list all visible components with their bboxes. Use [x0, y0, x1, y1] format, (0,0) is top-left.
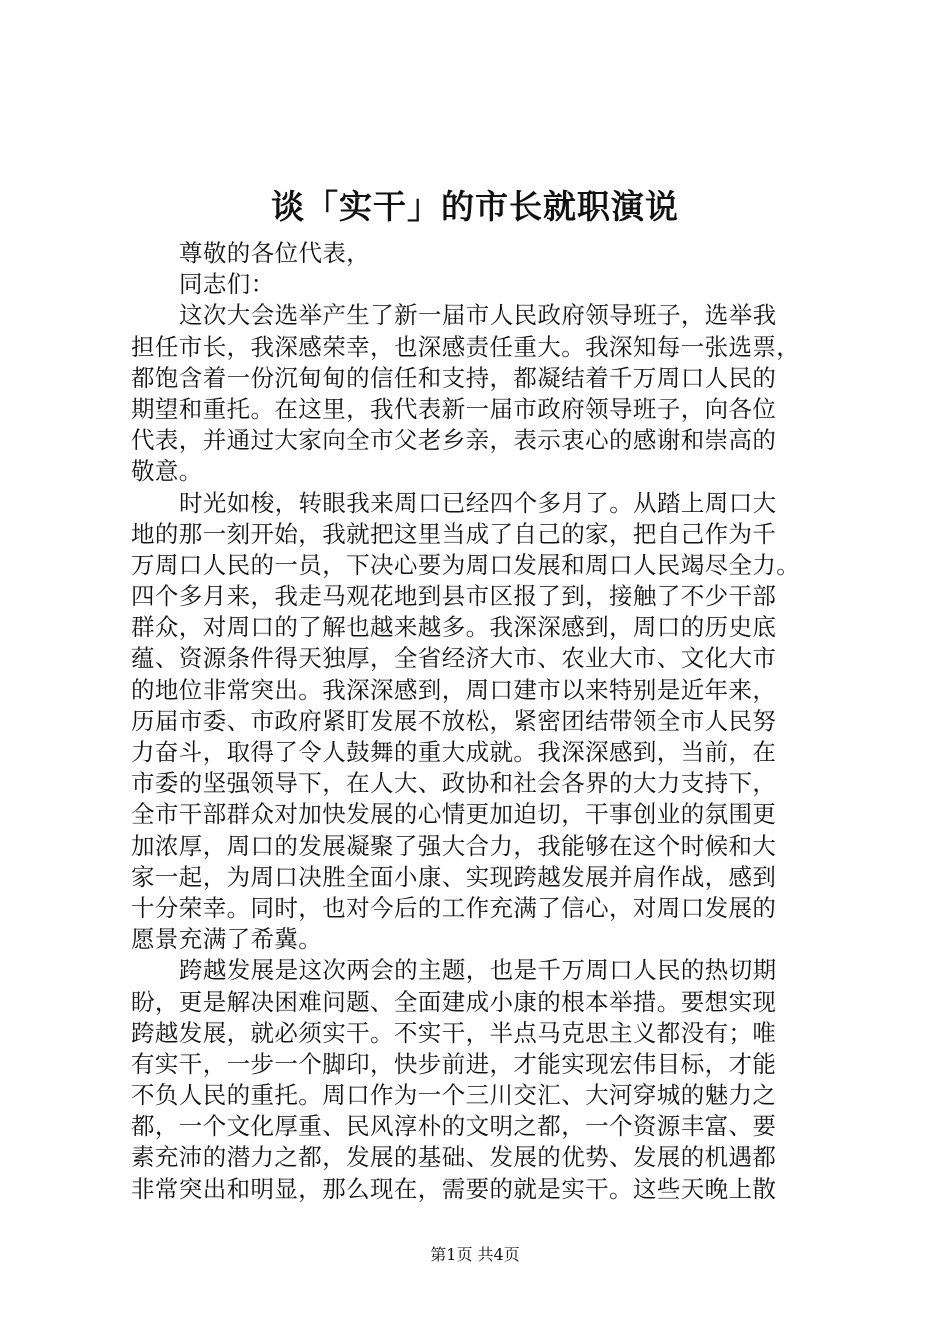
text-line: 家一起，为周口决胜全面小康、实现跨越发展并肩作战，感到 — [131, 862, 777, 891]
text-line: 这次大会选举产生了新一届市人民政府领导班子，选举我 — [179, 301, 777, 330]
text-line: 历届市委、市政府紧盯发展不放松，紧密团结带领全市人民努 — [131, 706, 777, 735]
text-line: 加浓厚，周口的发展凝聚了强大合力，我能够在这个时候和大 — [131, 831, 777, 860]
text-line: 蕴、资源条件得天独厚，全省经济大市、农业大市、文化大市 — [131, 644, 777, 673]
text-line: 盼，更是解决困难问题、全面建成小康的根本举措。要想实现 — [131, 987, 777, 1016]
paragraph-2 — [131, 488, 831, 956]
document-title: 谈「实干」的市长就职演说 — [271, 187, 679, 226]
greeting-line: 尊敬的各位代表， — [179, 239, 371, 267]
text-line: 力奋斗，取得了令人鼓舞的重大成就。我深深感到，当前，在 — [131, 738, 777, 766]
text-line: 代表，并通过大家向全市父老乡亲，表示衷心的感谢和崇高的 — [131, 426, 777, 455]
text-line: 跨越发展是这次两会的主题，也是千万周口人民的热切期 — [179, 956, 777, 985]
text-line: 群众，对周口的了解也越来越多。我深深感到，周口的历史底 — [131, 613, 777, 642]
text-line: 素充沛的潜力之都，发展的基础、发展的优势、发展的机遇都 — [131, 1143, 777, 1172]
text-line: 期望和重托。在这里，我代表新一届市政府领导班子，向各位 — [131, 394, 777, 423]
text-line: 的地位非常突出。我深深感到，周口建市以来特别是近年来， — [131, 675, 777, 704]
text-line: 不负人民的重托。周口作为一个三川交汇、大河穿城的魅力之 — [131, 1081, 777, 1110]
paragraph-1 — [131, 300, 831, 487]
text-line: 十分荣幸。同时，也对今后的工作充满了信心，对周口发展的 — [131, 893, 777, 922]
text-line: 市委的坚强领导下，在人大、政协和社会各界的大力支持下， — [131, 769, 777, 798]
page-footer: 第1页 共4页 — [430, 1245, 520, 1264]
paragraph-3 — [131, 955, 831, 1205]
text-line: 都饱含着一份沉甸甸的信任和支持，都凝结着千万周口人民的 — [131, 363, 777, 392]
text-line: 担任市长，我深感荣幸，也深感责任重大。我深知每一张选票， — [131, 332, 801, 361]
text-line: 地的那一刻开始，我就把这里当成了自己的家，把自己作为千 — [131, 519, 777, 548]
text-line: 时光如梭，转眼我来周口已经四个多月了。从踏上周口大 — [179, 488, 777, 517]
text-line: 非常突出和明显，那么现在，需要的就是实干。这些天晚上散 — [131, 1174, 777, 1203]
document-body — [131, 238, 831, 1205]
greeting-line: 同志们： — [179, 270, 275, 299]
text-line: 都，一个文化厚重、民风淳朴的文明之都，一个资源丰富、要 — [131, 1112, 777, 1141]
text-line: 有实干，一步一个脚印，快步前进，才能实现宏伟目标，才能 — [131, 1049, 777, 1078]
text-line: 万周口人民的一员，下决心要为周口发展和周口人民竭尽全力。 — [131, 550, 801, 579]
text-line: 愿景充满了希冀。 — [131, 925, 323, 954]
text-line: 四个多月来，我走马观花地到县市区报了到，接触了不少干部 — [131, 582, 777, 611]
text-line: 敬意。 — [131, 457, 203, 486]
text-line: 全市干部群众对加快发展的心情更加迫切，干事创业的氛围更 — [131, 800, 777, 829]
text-line: 跨越发展，就必须实干。不实干，半点马克思主义都没有；唯 — [131, 1018, 777, 1047]
